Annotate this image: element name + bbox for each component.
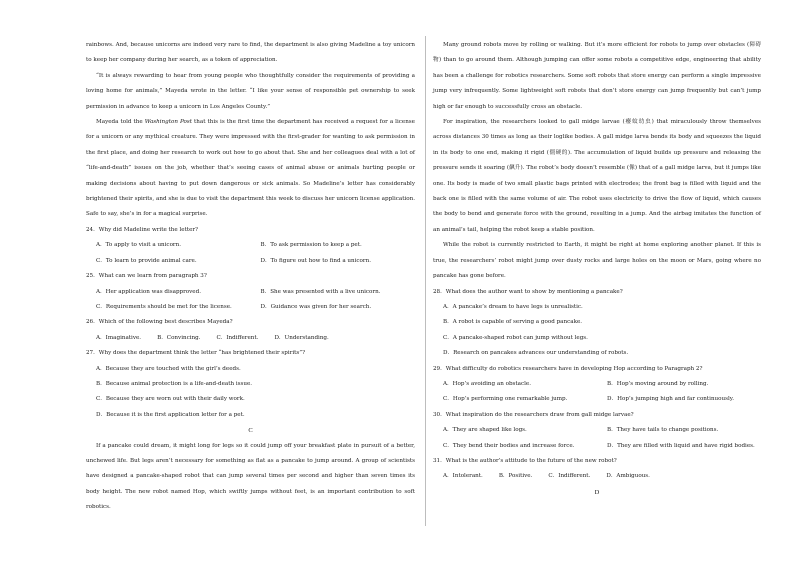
question-29 (433, 362, 761, 408)
column-divider (425, 36, 426, 526)
option-d: D．They are filled with liquid and have rigid bodies. (607, 442, 755, 449)
option-c: C．A pancake-shaped robot can jump without legs. (443, 334, 588, 341)
question-26 (86, 315, 415, 346)
passage-c-paragraph-2: Many ground robots move by rolling or walking. But it’s more efficient for robots to jump over obstacles (障碍物) than to go around them. Although jumping can offer some robots a competitive edge, engineering that ability has been a challenge for robotics researchers. Some soft robots that store energy can perform a single impressive jump very infrequently. Some lightweight soft robots that don’t store energy can jump frequently but can’t jump high or far enough to successfully cross an obstacle. (433, 42, 761, 110)
option-a: A．A pancake’s dream to have legs is unrealistic. (443, 303, 583, 310)
option-a: A．Because they are touched with the girl’s deeds. (96, 365, 241, 372)
question-stem: 24．Why did Madeline write the letter? (86, 226, 199, 233)
passage-b-paragraph-4: rainbows. And, because unicorns are indeed very rare to find, the department is also giving Madeline a toy unicorn to keep her company during her search, as a token of appreciation. (86, 42, 415, 64)
option-d: D．Research on pancakes advances our understanding of robots. (443, 350, 629, 357)
passage-c-paragraph-3: For inspiration, the researchers looked to gall midge larvae (瘿蚊幼虫) that miraculously throw themselves across distances 30 times as long as their loglike bodies. A gall midge larva bends its body and squeezes the liquid in its body to one end, making it rigid (僵硬的). The accumulation of liquid builds up pressure and releasing the pressure sends it soaring (飙升). The robot’s body doesn’t resemble (像) that of a gall midge larva, but it jumps like one. Its body is made of two small plastic bags printed with electrodes; the front bag is filled with liquid and the back one is filled with the same volume of air. The robot uses electricity to drive the flow of liquid, which causes the body to bend and generate force with the ground, resulting in a jump. And the airbag imitates the function of an animal’s tail, helping the robot keep a stable position. (433, 119, 761, 233)
section-c-heading: C (248, 427, 253, 435)
option-a: A．Intolerant. (443, 473, 483, 480)
option-c: C．Indifferent. (216, 334, 259, 341)
option-a: A．Imaginative. (96, 334, 142, 341)
right-column (433, 38, 761, 500)
passage-c-paragraph-4: While the robot is currently restricted to Earth, it might be right at home exploring another planet. If this is true, the researchers’ robot might jump over dusty rocks and large holes on the moon or Mars, going where no pancake has gone before. (433, 242, 761, 280)
question-31 (433, 454, 761, 485)
question-25 (86, 269, 415, 315)
option-c: C．Requirements should be met for the license. (96, 303, 232, 310)
option-d: D．Because it is the first application letter for a pet. (96, 411, 245, 418)
question-28 (433, 285, 761, 362)
option-a: A．To apply to visit a unicorn. (96, 242, 181, 249)
option-d: D．Hop’s jumping high and far continuously. (607, 396, 734, 403)
passage-c-paragraph-1: If a pancake could dream, it might long for legs so it could jump off your breakfast plate in pursuit of a better, unchewed life. But legs aren’t necessary for something as flat as a pancake to jump around. A group of scientists have designed a pancake-shaped robot that can jump several times per second and higher than seven times its body height. The new robot named Hop, which swiftly jumps without feet, is an important contribution to soft robotics. (86, 442, 415, 511)
option-d: D．Understanding. (274, 334, 329, 341)
option-a: A．They are shaped like logs. (443, 427, 527, 434)
option-a: A．Hop’s avoiding an obstacle. (443, 380, 531, 387)
question-stem: 31．What is the author’s attitude to the future of the new robot? (433, 457, 617, 464)
option-b: B．She was presented with a live unicorn. (260, 288, 381, 295)
question-stem: 29．What difficulty do robotics researchers have in developing Hop according to Paragraph 2? (433, 365, 703, 372)
section-d-heading: D (594, 488, 600, 496)
question-30 (433, 408, 761, 454)
passage-b-paragraph-6: Mayeda told the Washington Post that this is the first time the department has received a request for a license for a unicorn or any mythical creature. They were impressed with the first-grader for wanting to ask permission in the first place, and doing her research to work out how to go about that. She and her colleagues deal with a lot of “life-and-death” issues on the job, whether that’s seeing cases of animal abuse or animals hurting people or making decisions about having to put down dangerous or sick animals. So Madeline’s letter has considerably brightened their spirits, and she is due to visit the department this week to discuss her unicorn license application. Safe to say, she’s in for a magical surprise. (86, 119, 415, 218)
option-c: C．Indifferent. (548, 473, 591, 480)
option-b: B．A robot is capable of serving a good pancake. (443, 319, 583, 326)
option-b: B．Hop’s moving around by rolling. (607, 380, 709, 387)
left-column (86, 38, 415, 516)
question-stem: 25．What can we learn from paragraph 3? (86, 273, 207, 280)
question-stem: 27．Why does the department think the letter “has brightened their spirits”? (86, 350, 306, 357)
option-d: D．Guidance was given for her search. (260, 303, 372, 310)
question-stem: 30．What inspiration do the researchers draw from gall midge larvae? (433, 411, 634, 418)
option-b: B．Positive. (498, 473, 533, 480)
question-stem: 26．Which of the following best describes Mayeda? (86, 319, 233, 326)
option-c: C．Because they are worn out with their daily work. (96, 396, 245, 403)
option-c: C．Hop’s performing one remarkable jump. (443, 396, 568, 403)
passage-b-paragraph-5: “It is always rewarding to hear from young people who thoughtfully consider the requirements of providing a loving home for animals,” Mayeda wrote in the letter. “I like your sense of responsible pet ownership to seek permission in advance to keep a unicorn in Los Angeles County.” (86, 72, 415, 110)
option-d: D．Ambiguous. (606, 473, 650, 480)
option-b: B．They have tails to change positions. (607, 427, 719, 434)
question-27 (86, 346, 415, 423)
option-b: B．Because animal protection is a life-and-death issue. (96, 380, 253, 387)
option-c: C．They bend their bodies and increase force. (443, 442, 575, 449)
option-b: B．Convincing. (157, 334, 201, 341)
question-stem: 28．What does the author want to show by mentioning a pancake? (433, 288, 623, 295)
question-24 (86, 223, 415, 269)
option-d: D．To figure out how to find a unicorn. (260, 257, 371, 264)
option-a: A．Her application was disapproved. (96, 288, 201, 295)
option-b: B．To ask permission to keep a pet. (260, 242, 362, 249)
option-c: C．To learn to provide animal care. (96, 257, 197, 264)
